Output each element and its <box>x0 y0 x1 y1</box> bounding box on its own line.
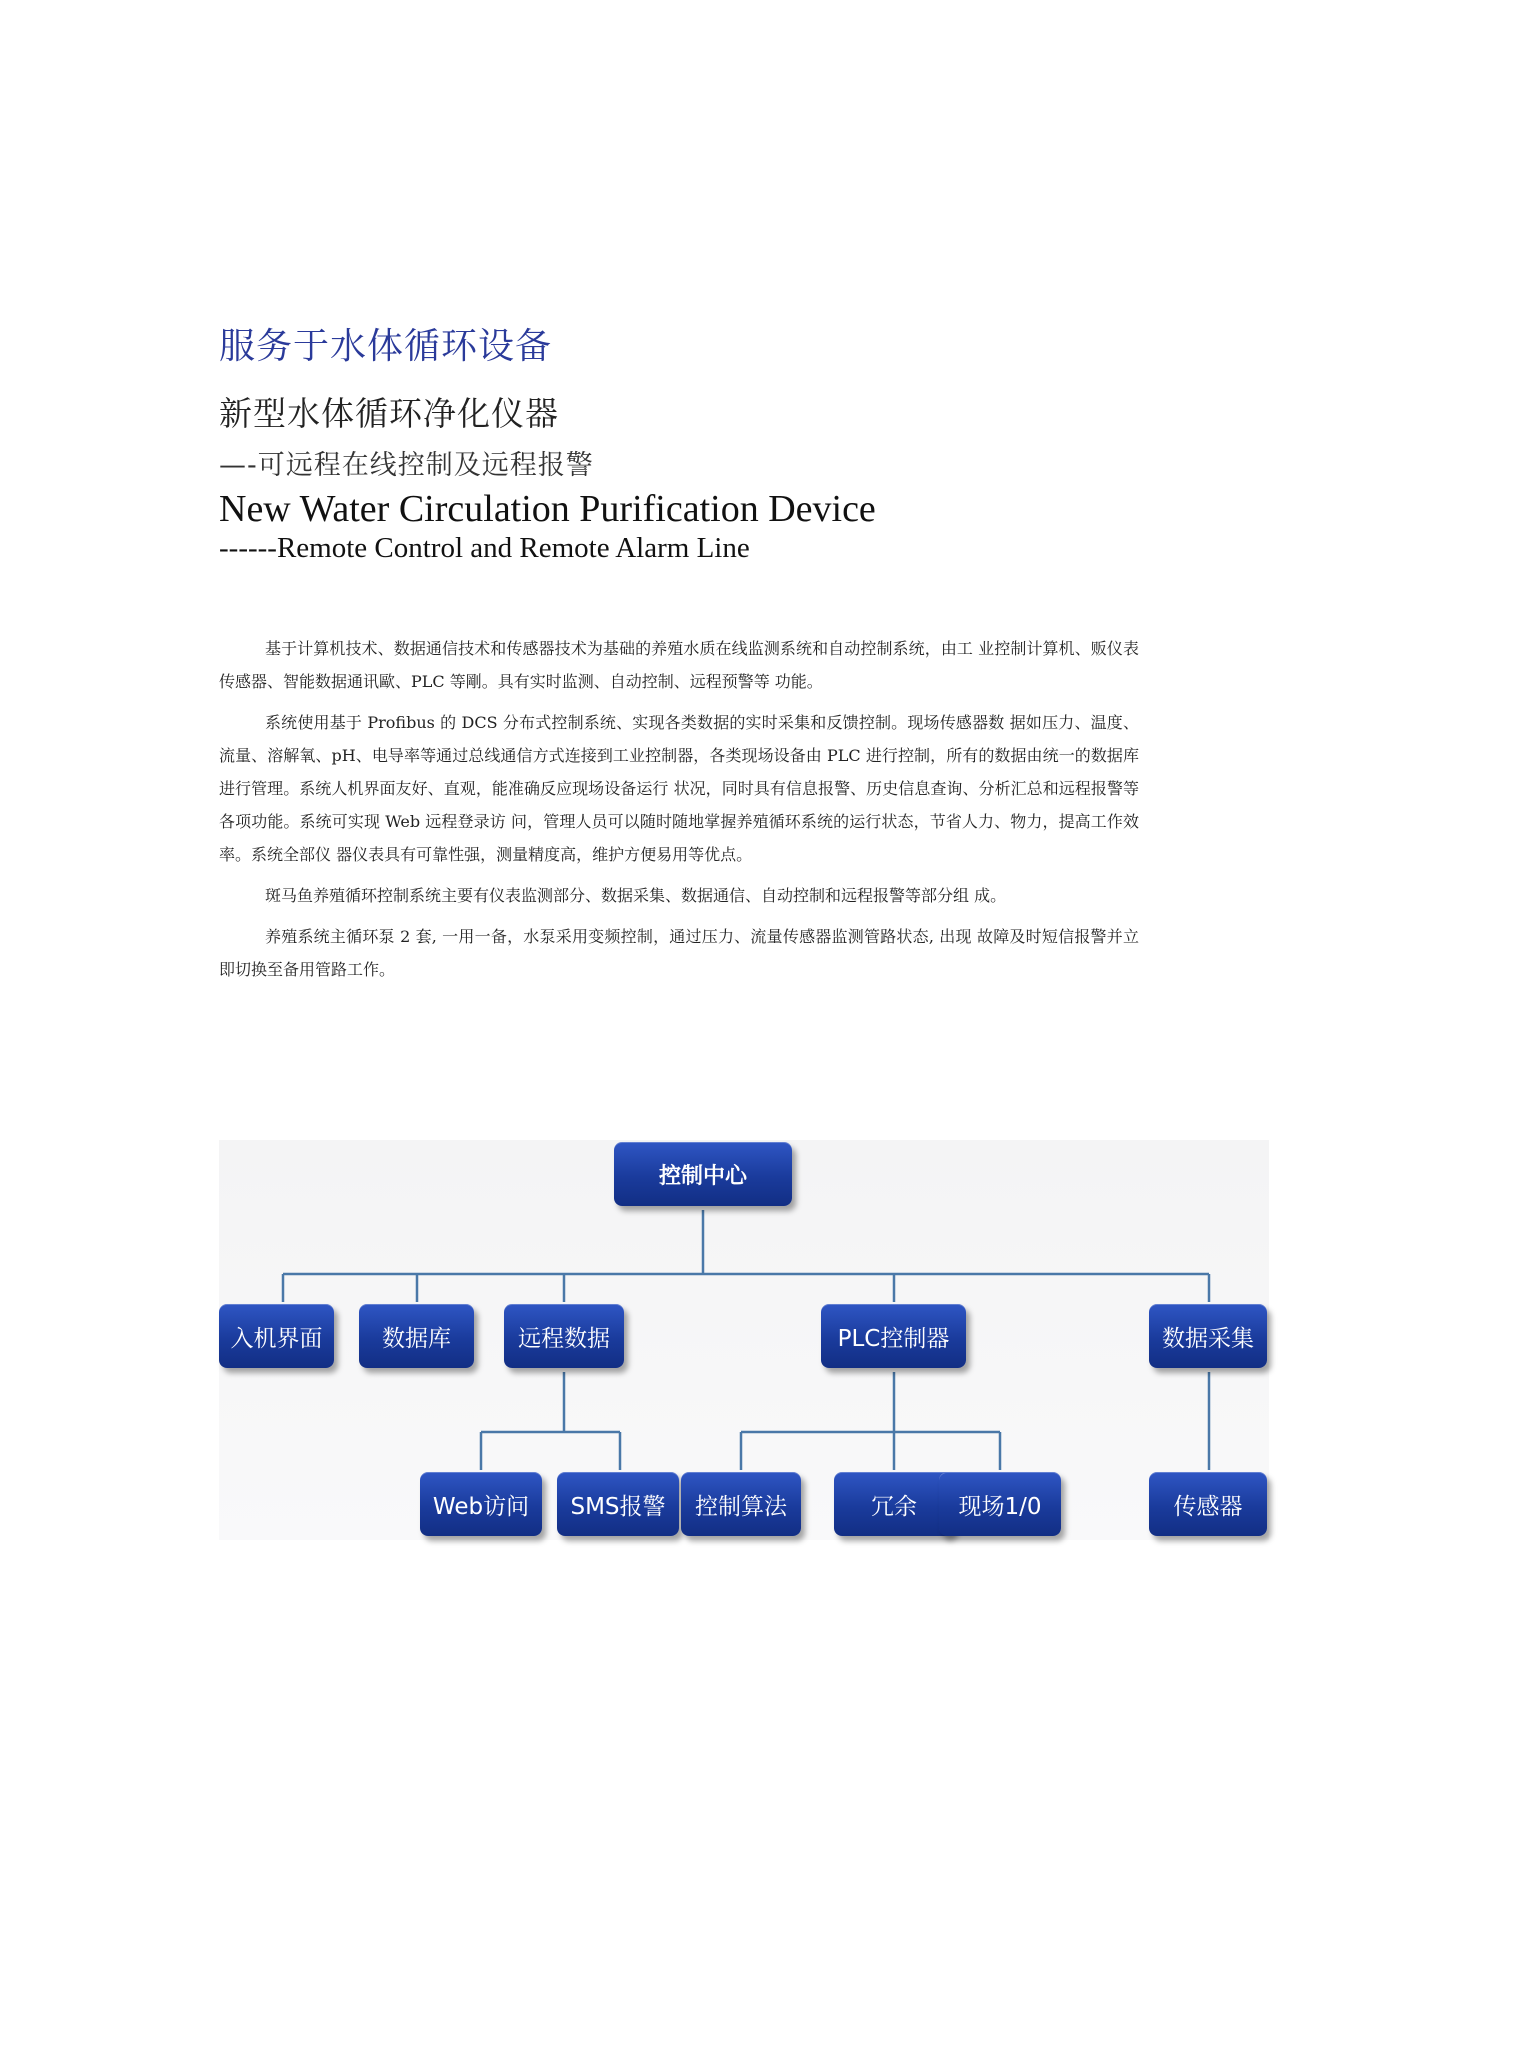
node-database: 数据库 <box>359 1304 474 1368</box>
product-tagline-en: ------Remote Control and Remote Alarm Line <box>219 532 750 564</box>
body-text <box>219 632 1139 994</box>
system-architecture-diagram <box>219 1140 1269 1540</box>
paragraph: 基于计算机技术、数据通信技术和传感器技术为基础的养殖水质在线监测系统和自动控制系统，由工 业控制计算机、贩仪表传感器、智能数据通讯歐、PLC 等剛。具有实时监测、自动控制、远程预警等 功能。 <box>219 639 1139 691</box>
node-remote-data: 远程数据 <box>504 1304 624 1368</box>
node-web-access: Web访问 <box>420 1472 542 1536</box>
page-title: 服务于水体循环设备 <box>219 326 553 367</box>
product-tagline-cn: —-可远程在线控制及远程报警 <box>219 450 594 481</box>
product-name-en: New Water Circulation Purification Device <box>219 488 876 530</box>
node-control-center: 控制中心 <box>614 1142 792 1206</box>
paragraph: 养殖系统主循环泵 2 套, 一用一备，水泵采用变频控制，通过压力、流量传感器监测管路状态, 出现 故障及时短信报警并立即切换至备用管路工作。 <box>219 927 1139 979</box>
paragraph: 系统使用基于 Profibus 的 DCS 分布式控制系统、实现各类数据的实时采集和反馈控制。现场传感器数 据如压力、温度、流量、溶解氧、pH、电导率等通过总线通信方式连接到工业控制器，各类现场设备由 PLC 进行控制，所有的数据由统一的数据库进行管理。系统人机界面友好、直观，能准确反应现场设备运行 状况，同时具有信息报警、历史信息查询、分析汇总和远程报警等各项功能。系统可实现 Web 远程登录访 问，管理人员可以随时随地掌握养殖循环系统的运行状态，节省人力、物力，提高工作效率。系统全部仪 器仪表具有可靠性强，测量精度高，维护方便易用等优点。 <box>219 713 1139 864</box>
node-plc-controller: PLC控制器 <box>821 1304 966 1368</box>
node-sensor: 传感器 <box>1149 1472 1267 1536</box>
product-name-cn: 新型水体循环净化仪器 <box>219 394 559 433</box>
node-control-algorithm: 控制算法 <box>681 1472 801 1536</box>
node-sms-alarm: SMS报警 <box>557 1472 679 1536</box>
node-hmi: 入机界面 <box>219 1304 334 1368</box>
node-redundancy: 冗余 <box>834 1472 954 1536</box>
node-field-io: 现场1/0 <box>939 1472 1061 1536</box>
node-data-acquisition: 数据采集 <box>1149 1304 1267 1368</box>
paragraph: 斑马鱼养殖循环控制系统主要有仪表监测部分、数据采集、数据通信、自动控制和远程报警等部分组 成。 <box>265 886 1007 905</box>
